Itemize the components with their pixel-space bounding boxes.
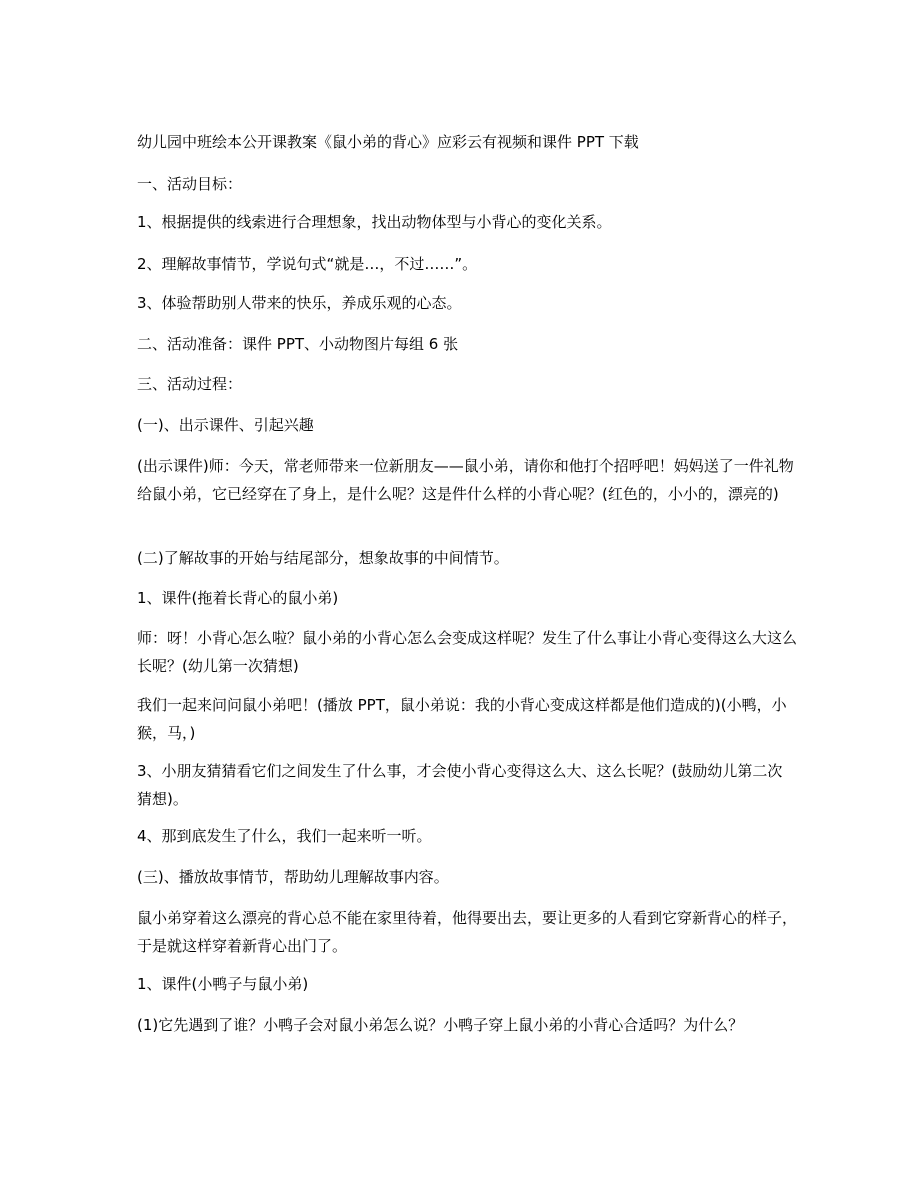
subsection-heading: (二)了解故事的开始与结尾部分，想象故事的中间情节。 [137, 549, 509, 567]
section-heading: 一、活动目标： [137, 175, 243, 193]
paragraph: 1、根据提供的线索进行合理想象，找出动物体型与小背心的变化关系。 [137, 213, 612, 231]
paragraph: 3、体验帮助别人带来的快乐，养成乐观的心态。 [137, 294, 462, 312]
subsection-heading: (三)、播放故事情节，帮助幼儿理解故事内容。 [137, 868, 449, 886]
paragraph: 2、理解故事情节，学说句式“就是…，不过……”。 [137, 255, 478, 273]
paragraph: 4、那到底发生了什么，我们一起来听一听。 [137, 827, 432, 845]
paragraph: (1)它先遇到了谁？小鸭子会对鼠小弟怎么说？小鸭子穿上鼠小弟的小背心合适吗？为什么？ [137, 1016, 744, 1034]
paragraph: 鼠小弟穿着这么漂亮的背心总不能在家里待着，他得要出去，要让更多的人看到它穿新背心的样子，于是就这样穿着新背心出门了。 [137, 909, 798, 955]
section-heading: 三、活动过程： [137, 375, 243, 393]
section-heading: 二、活动准备：课件 PPT、小动物图片每组 6 张 [137, 335, 459, 353]
paragraph: 师：呀！小背心怎么啦？鼠小弟的小背心怎么会变成这样呢？发生了什么事让小背心变得这么大这么长呢？(幼儿第一次猜想) [137, 629, 798, 675]
paragraph: 1、课件(小鸭子与鼠小弟) [137, 975, 309, 993]
document-title: 幼儿园中班绘本公开课教案《鼠小弟的背心》应彩云有视频和课件 PPT 下载 [137, 133, 639, 151]
paragraph: 我们一起来问问鼠小弟吧！(播放 PPT，鼠小弟说：我的小背心变成这样都是他们造成的)(小鸭，小猴，马，) [137, 696, 787, 742]
paragraph: 1、课件(拖着长背心的鼠小弟) [137, 589, 339, 607]
subsection-heading: (一)、出示课件、引起兴趣 [137, 416, 314, 434]
paragraph: 3、小朋友猜猜看它们之间发生了什么事，才会使小背心变得这么大、这么长呢？(鼓励幼儿第二次猜想)。 [137, 762, 783, 808]
paragraph: (出示课件)师：今天，常老师带来一位新朋友——鼠小弟，请你和他打个招呼吧！妈妈送了一件礼物给鼠小弟，它已经穿在了身上，是什么呢？这是件什么样的小背心呢？(红色的，小小的，漂亮的) [137, 457, 794, 503]
